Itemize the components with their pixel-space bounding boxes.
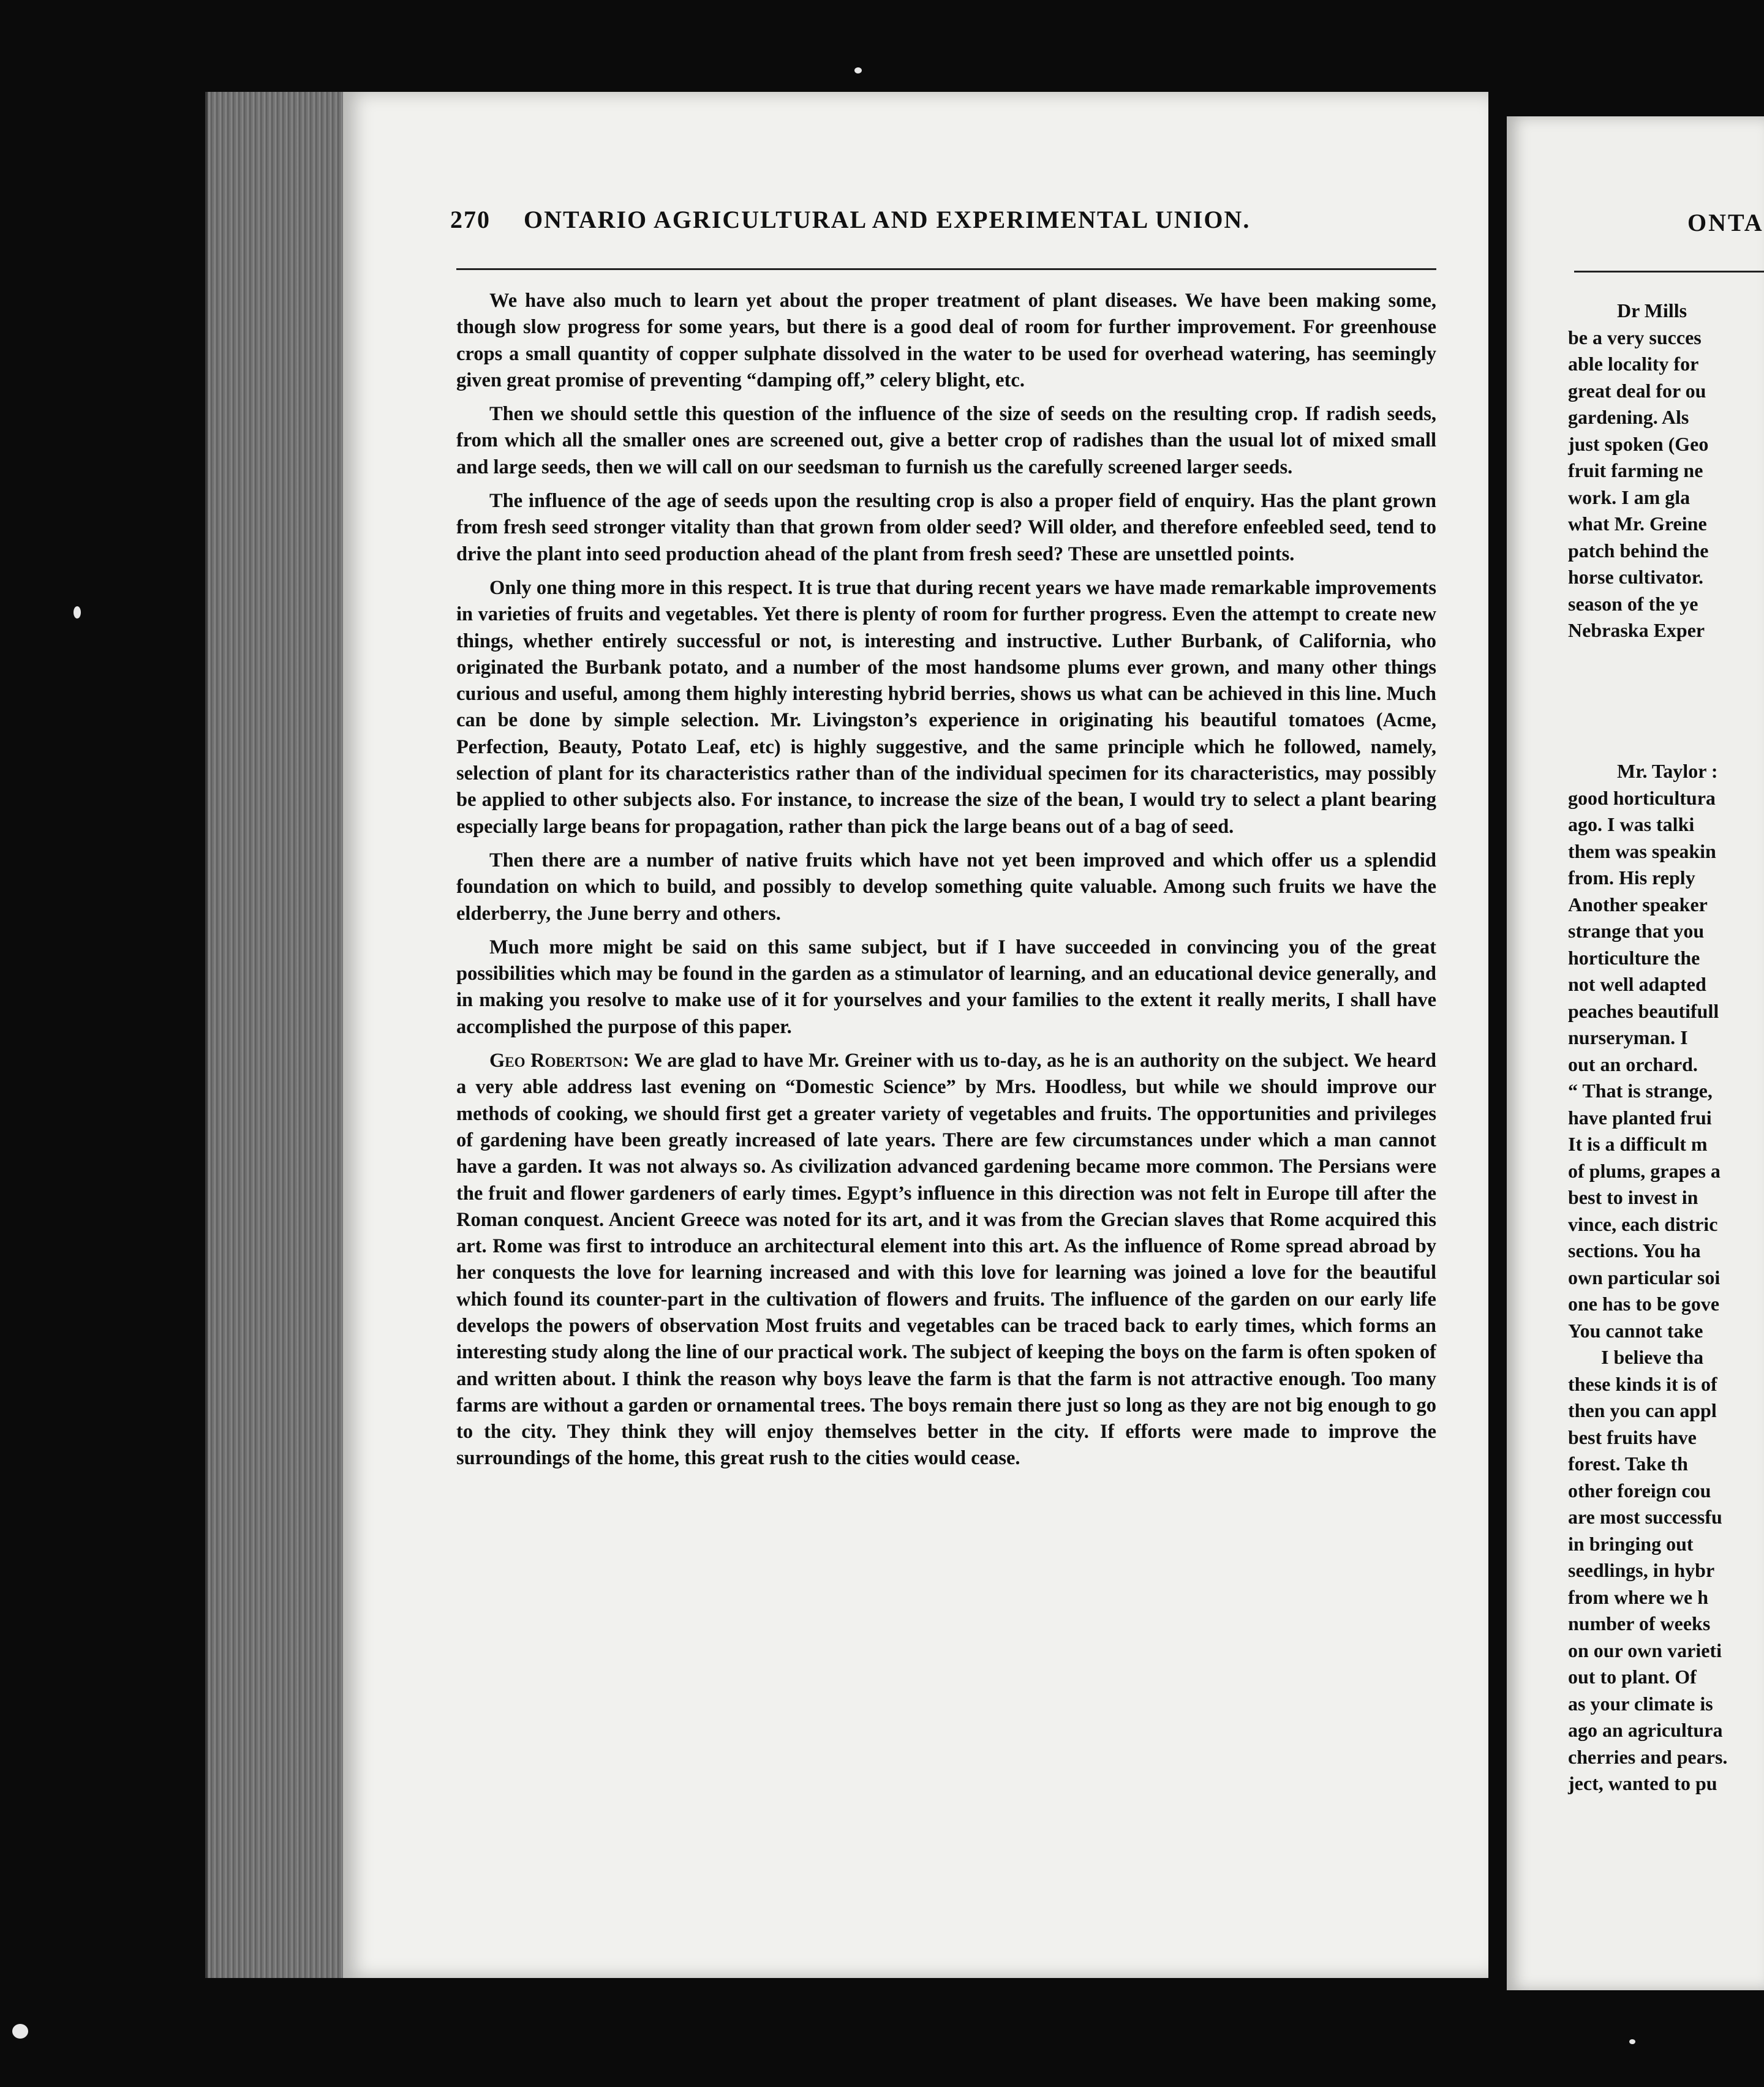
right-page-line: nurseryman. I [1568,1026,1688,1048]
right-page-line: from where we h [1568,1585,1708,1608]
right-page-line: good horticultura [1568,786,1716,809]
right-page-line: out to plant. Of [1568,1666,1697,1688]
right-page-line: horse cultivator. [1568,566,1704,588]
right-page-line: great deal for ou [1568,379,1706,402]
right-page-line: able locality for [1568,353,1699,375]
right-page-line: in bringing out [1568,1532,1694,1555]
right-page-line: from. His reply [1568,867,1695,889]
speaker-remarks: : We are glad to have Mr. Greiner with us to-day, as he is an authority on the subject. We heard a very able address last evening on “Domestic Science” by Mrs. Hoodless, but while we should improve our methods of cooking, we should first get a greater variety of vegetables and fruits. The opportunities and privileges of gardening have been greatly increased of late years. There are few circumstances under which a man cannot have a garden. It was not always so. As civilization advanced gardening became more common. The Persians were the fruit and flower gardeners of early times. Egypt’s influence in this direction was not felt in Europe till after the Roman conquest. Ancient Greece was noted for its art, and it was from the Grecian slaves that Rome acquired this art. Rome was first to introduce an architectural element into this art. As the influence of Rome spread abroad by her conquests the love for learning increased and with this love for learning was joined a love for the beautiful which found its counter-part in the cultivation of flowers and fruits. The influence of the garden on our early life develops the powers of observation Most fruits and vegetables can be traced back to early times, which forms an interesting study along the line of our practical work. The subject of keeping the boys on the farm is often spoken of and written about. I think the reason why boys leave the farm is that the farm is not attractive enough. Too many farms are without a garden or ornamental trees. The boys remain there just so long as they are not big enough to go to the city. They think they will enjoy themselves better in the city. If efforts were made to improve the surroundings of the home, this great rush to the cities would cease. [456,1050,1436,1470]
scan-speck [74,606,81,619]
right-page-line: are most successfu [1568,1506,1722,1528]
running-head-right: ONTA [1687,209,1764,236]
running-head-left [450,205,1381,234]
right-page-line: seedlings, in hybr [1568,1559,1715,1581]
paragraph: Then we should settle this question of the influence of the size of seeds on the resulting crop. If radish seeds, from which all the smaller ones are screened out, give a better crop of radishes than the usual lot of mixed small and large seeds, then we will call on our seedsman to furnish us the carefully screened larger seeds. [456,403,1436,478]
right-page-line: strange that you [1568,920,1705,942]
right-page-line: best fruits have [1568,1426,1697,1448]
right-page-line: cherries and pears. [1568,1745,1728,1768]
paragraph: The influence of the age of seeds upon the resulting crop is also a proper field of enquiry. Has the plant grown from fresh seed stronger vitality than that grown from older seed? Will older, and therefore enfeebled seed, tend to drive the plant into seed production ahead of the plant from fresh seed? These are unsettled points. [456,490,1436,565]
header-rule-right [1574,271,1764,273]
right-page-line: them was speakin [1568,840,1716,862]
paragraph: We have also much to learn yet about the proper treatment of plant diseases. We have been making some, though slow progress for some years, but there is a good deal of room for further improvement. For greenhouse crops a small quantity of copper sulphate dissolved in the water to be used for overhead watering, has seemingly given great promise of preventing “damping off,” celery blight, etc. [456,290,1436,391]
right-page-line: own particular soi [1568,1266,1721,1288]
right-page-line: “ That is strange, [1568,1080,1713,1102]
page-number: 270 [450,206,491,233]
right-page-block-2 [1568,758,1764,1797]
right-page-line: have planted frui [1568,1106,1712,1129]
right-page-line: not well adapted [1568,973,1706,995]
right-page-line: other foreign cou [1568,1479,1711,1502]
right-page-line: as your climate is [1568,1692,1713,1715]
right-page-line: sections. You ha [1568,1239,1701,1262]
right-page-line: I believe tha [1601,1346,1704,1368]
right-page-line: on our own varieti [1568,1639,1722,1661]
right-page-line: patch behind the [1568,539,1709,562]
left-page-body [456,288,1436,1480]
right-page-line: one has to be gove [1568,1293,1720,1315]
right-page-line: what Mr. Greine [1568,513,1707,535]
right-page-line: out an orchard. [1568,1053,1698,1075]
right-page-line: Mr. Taylor : [1617,760,1718,782]
right-page-line: Another speaker [1568,893,1708,916]
right-page-line: Nebraska Exper [1568,619,1705,641]
running-head-title: ONTARIO AGRICULTURAL AND EXPERIMENTAL UNION. [524,206,1251,233]
right-page-line: of plums, grapes a [1568,1159,1721,1182]
right-page-line: vince, each distric [1568,1213,1718,1235]
right-page-line: Dr Mills [1617,299,1687,322]
header-rule [456,268,1436,270]
book-page-edges [205,92,345,1978]
scan-speck [12,2024,28,2039]
speaker-name: Geo Robertson [489,1050,623,1072]
scan-speck [1629,2039,1635,2044]
right-page-line: these kinds it is of [1568,1372,1717,1395]
paragraph: Only one thing more in this respect. It is true that during recent years we have made remarkable improvements in varieties of fruits and vegetables. Yet there is plenty of room for further progress. Even the attempt to create new things, whether entirely successful or not, is interesting and instructive. Luther Burbank, of California, who originated the Burbank potato, and a number of the most handsome plums ever grown, and many other things curious and useful, among them highly interesting hybrid berries, shows us what can be achieved in this line. Much can be done by simple selection. Mr. Livingston’s experience in originating his beautiful tomatoes (Acme, Perfection, Beauty, Potato Leaf, etc) is highly suggestive, and the same principle which he followed, namely, selection of plant for its characteristics rather than of the individual specimen for its characteristics, may possibly be applied to other subjects also. For instance, to increase the size of the bean, I would try to select a plant bearing especially large beans for propagation, rather than pick the large beans out of a bag of seed. [456,576,1436,838]
right-page-line: You cannot take [1568,1319,1703,1342]
scan-speck [854,67,862,73]
right-page-line: just spoken (Geo [1568,432,1709,455]
right-page-line: season of the ye [1568,592,1698,615]
right-page-line: ago. I was talki [1568,813,1695,835]
right-page-line: work. I am gla [1568,486,1691,508]
right-page-line: peaches beautifull [1568,999,1719,1022]
right-page-line: fruit farming ne [1568,459,1703,481]
paragraph: Much more might be said on this same subject, but if I have succeeded in convincing you of the great possibilities which may be found in the garden as a stimulator of learning, and an educational device generally, and in making you resolve to make use of it for yourselves and your families to the extent it really merits, I shall have accomplished the purpose of this paper. [456,936,1436,1038]
paragraph: Then there are a number of native fruits which have not yet been improved and which offer us a splendid foundation on which to build, and possibly to develop something quite valuable. Among such fruits we have the elderberry, the June berry and others. [456,849,1436,925]
right-page-block-1 [1568,298,1764,644]
right-page-line: ject, wanted to pu [1568,1772,1717,1794]
right-page-line: horticulture the [1568,946,1700,969]
right-page-line: best to invest in [1568,1186,1698,1208]
right-page-line: ago an agricultura [1568,1719,1723,1741]
right-page-line: forest. Take th [1568,1453,1688,1475]
right-page-line: gardening. Als [1568,406,1689,428]
right-page-line: be a very succes [1568,326,1702,348]
right-page-line: then you can appl [1568,1399,1717,1421]
paragraph [456,1048,1436,1472]
right-page-line: number of weeks [1568,1612,1711,1634]
right-page-line: It is a difficult m [1568,1133,1708,1155]
